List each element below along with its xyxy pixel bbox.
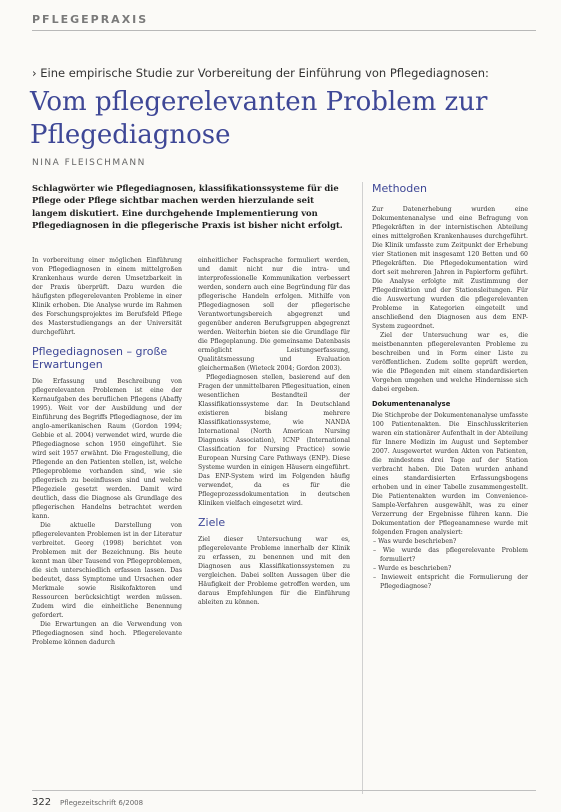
publication-name: Pflegezeitschrift 6/2008 xyxy=(60,799,144,807)
col3-heading-methods: Methoden xyxy=(372,182,427,195)
col3-paragraph-1: Zur Datenerhebung wurden eine Dokumentenanalyse und eine Befragung von Pflegekräften in der internistischen Abteilung eines mittelgroßen Krankenhauses durchgeführt. Die Klinik umfasste zum Zeitpunkt der Erhebung vier Stationen mit insgesamt 120 Betten und 60 Pflegekräften. Die Pflegedokumentation wird dort seit mehreren Jahren in Papierform geführt. Die Analyse erfolgte mit Zustimmung der Pflegedirektion und der Stationsleitungen. Für die Auswertung wurden die pflegerelevanten Probleme in Kategorien eingeteilt und anschließend den Diagnosen aus dem ENP-System zugeordnet. xyxy=(372,206,528,330)
col3-paragraph-3: Die Stichprobe der Dokumentenanalyse umfasste 100 Patientenakten. Die Einschlusskriterien waren ein stationärer Aufenthalt in der Abteilung für Innere Medizin im August und September 2007. Ausgewertet wurden Akten von Patienten, die mindestens drei Tage auf der Station verbracht haben. Die Daten wurden anhand eines standardisierten Erfassungsbogens erhoben und in einer Tabelle zusammengestellt. Die Patientenakten wurden im Convenience-Sample-Verfahren ausgewählt, was zu einer Verzerrung der Ergebnisse führen kann. Die Dokumentation der Pflegeanamnese wurde mit folgenden Fragen analysiert: xyxy=(372,412,528,536)
article-author: NINA FLEISCHMANN xyxy=(32,158,146,168)
col1-paragraph-4: Die Erwartungen an die Verwendung von Pflegediagnosen sind hoch. Pflegerelevante Probleme können dadurch xyxy=(32,621,182,646)
list-item: – Wurde es beschrieben? xyxy=(373,565,452,572)
col2-paragraph-1: einheitlicher Fachsprache formuliert werden, und damit nicht nur die intra- und interprofessionelle Kommunikation verbessert werden, sondern auch eine Begründung für das pflegerische Handeln erfolgen. Mithilfe von Pflegediagnosen soll der pflegerische Verantwortungsbereich abgegrenzt und gegenüber anderen Berufsgruppen abgegrenzt werden. Weiterhin bieten sie die Grundlage für die Pflegeplanung. Die gemeinsame Datenbasis ermöglicht Leistungserfassung, Qualitätsmessung und Evaluation gleichermaßen (Wieteck 2004; Gordon 2003). xyxy=(198,257,350,372)
col1-paragraph-1: In vorbereitung einer möglichen Einführung von Pflegediagnosen in einem mittelgroßen Krankenhaus wurde deren Umsetzbarkeit in der Praxis überprüft. Dazu wurden die häufigsten pflegerelevanten Probleme in einer Klinik erhoben. Die Analyse wurde im Rahmen des Forschungsprojektes im Berufsfeld Pflege des Masterstudiengangs an der Universität durchgeführt. xyxy=(32,257,182,336)
text-column-3 xyxy=(372,205,528,795)
question-list xyxy=(372,537,528,591)
article-kicker: › Eine empirische Studie zur Vorbereitung der Einführung von Pflegediagnosen: xyxy=(32,66,489,80)
col1-heading-expectations: Pflegediagnosen – große Erwartungen xyxy=(32,345,168,371)
text-column-2 xyxy=(198,256,350,796)
list-item: – Was wurde beschrieben? xyxy=(373,538,457,545)
list-item: – Wie wurde das pflegerelevante Problem formuliert? xyxy=(373,547,528,563)
article-title: Vom pflegerelevanten Problem zur Pflegediagnose xyxy=(30,87,488,150)
list-item: – Inwieweit entspricht die Formulierung der Pflegediagnose? xyxy=(373,574,528,590)
column-divider xyxy=(362,182,363,794)
col1-paragraph-3: Die aktuelle Darstellung von pflegerelevanten Problemen ist in der Literatur verbreitet. Georg (1998) berichtet von Problemen mit der Bezeichnung. Bis heute kennt man über Tausend von Pflegeproblemen, die sich unterschiedlich erfassen lassen. Das bedeutet, dass Symptome und Ursachen oder Merkmale sowie Risikofaktoren und Ressourcen berücksichtigt werden müssen. Zudem wird die einheitliche Benennung gefordert. xyxy=(32,522,182,619)
col2-paragraph-3: Ziel dieser Untersuchung war es, pflegerelevante Probleme innerhalb der Klinik zu erfassen, zu benennen und mit den Diagnosen aus Klassifikationssystemen zu vergleichen. Dabei sollten Aussagen über die Häufigkeit der Probleme getroffen werden, um daraus Empfehlungen für die Einführung ableiten zu können. xyxy=(198,536,350,606)
page-number: 322 xyxy=(32,797,52,808)
col2-heading-goals: Ziele xyxy=(198,516,226,529)
article-lead: Schlagwörter wie Pflegediagnosen, klassifikationssysteme für die Pflege oder Pflege sichtbar machen werden hierzulande seit langem diskutiert. Eine durchgehende Implementierung von Pflegediagnosen in die pflegerische Praxis ist bisher nicht erfolgt. xyxy=(32,183,343,231)
text-column-1 xyxy=(32,256,182,796)
section-label: PFLEGEPRAXIS xyxy=(32,13,149,26)
col3-subheading-document-analysis: Dokumentenanalyse xyxy=(372,400,451,408)
header-divider xyxy=(32,30,536,31)
footer-divider xyxy=(32,790,536,791)
col2-paragraph-2: Pflegediagnosen stellen, basierend auf den Fragen der unmittelbaren Pflegesituation, einen wesentlichen Bestandteil der Klassifikationssysteme dar. In Deutschland existieren bislang mehrere Klassifikationssysteme, wie NANDA International (North American Nursing Diagnosis Association), ICNP (International Classification for Nursing Practice) sowie European Nursing Care Pathways (ENP). Diese Systeme wurden in einigen Häusern eingeführt. Das ENP-System wird im Folgenden häufig verwendet, da es für die Pflegeprozessdokumentation in deutschen Kliniken vielfach eingesetzt wird. xyxy=(198,374,350,507)
col1-paragraph-2: Die Erfassung und Beschreibung von pflegerelevanten Problemen ist eine der Kernaufgaben des beruflichen Pflegens (Abaffy 1995). Weit vor der Ausbildung und der Einführung des Begriffs Pflegediagnose, der im anglo-amerikanischen Raum (Gordon 1994; Gebbie et al. 2004) verwendet wird, wurde die Pflegediagnose schon 1950 eingeführt. Sie wird seit 1957 erwähnt. Die Fragestellung, die Pflegende an den Patienten stellen, ist, welche Pflegeprobleme vorhanden sind, wie sie pflegerisch zu beeinflussen sind und welche Pflegeziele gesetzt werden. Damit wird deutlich, dass die Diagnose als Grundlage des pflegerischen Handelns betrachtet werden kann. xyxy=(32,378,182,520)
col3-paragraph-2: Ziel der Untersuchung war es, die meistbenannten pflegerelevanten Probleme zu beschreiben und in Form einer Liste zu veröffentlichen. Zudem sollte geprüft werden, wie die Pflegenden mit einem standardisierten Vorgehen umgehen und welche Hindernisse sich dabei ergeben. xyxy=(372,332,528,393)
